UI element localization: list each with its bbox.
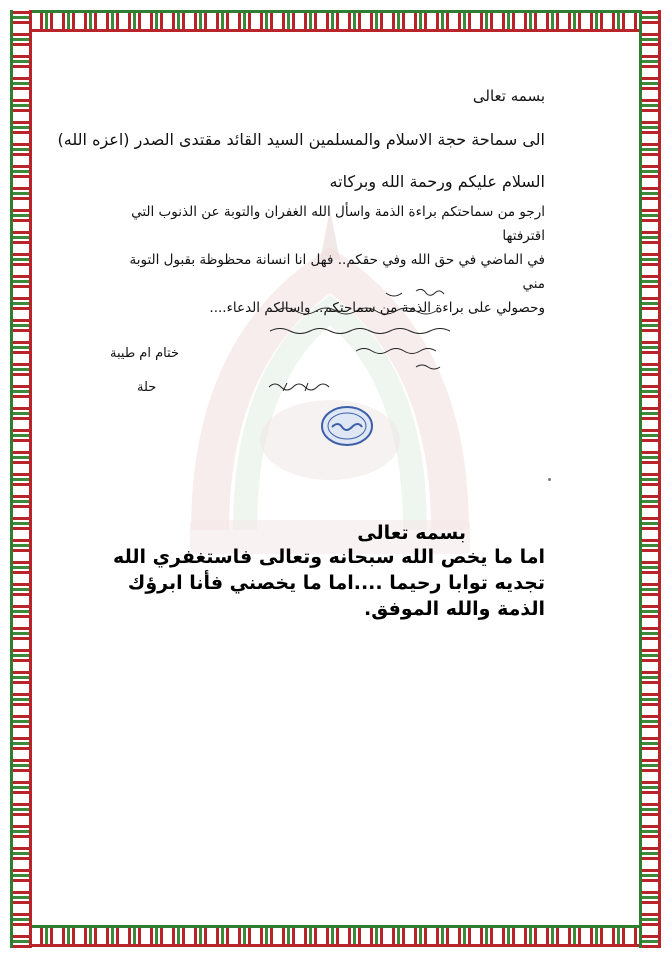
reply-basmala: بسمه تعالى <box>357 522 466 544</box>
letter-body-line: وحصولي على براءة الذمة من سماحتكم.. واسالكم الدعاء.... <box>209 300 545 316</box>
sender-name: ختام ام طيبة <box>110 346 180 361</box>
decorative-border-right <box>639 10 661 948</box>
reply-text <box>105 544 545 622</box>
letter-body-line: ارجو من سماحتكم براءة الذمة واسأل الله الغفران والتوبة عن الذنوب التي اقترفتها <box>131 204 545 244</box>
sender-city: حلة <box>137 380 157 395</box>
letter-basmala: بسمه تعالى <box>472 87 545 105</box>
reply-line: الذمة والله الموفق. <box>364 598 545 620</box>
letter-greeting: السلام عليكم ورحمة الله وبركاته <box>329 172 545 191</box>
letter-addressee: الى سماحة حجة الاسلام والمسلمين السيد القائد مقتدى الصدر (اعزه الله) <box>57 130 545 149</box>
letter-body-line: في الماضي في حق الله وفي حقكم.. فهل انا انسانة محظوظة بقبول التوبة مني <box>129 252 545 292</box>
decorative-border-bottom <box>18 925 653 947</box>
decorative-border-top <box>18 10 653 32</box>
speck <box>548 478 551 481</box>
handwritten-reply <box>266 285 466 375</box>
reply-line: تجديه توابا رحيما ....اما ما يخصني فأنا ابرؤك <box>127 572 545 594</box>
office-seal-icon <box>320 405 374 447</box>
reply-line: اما ما يخص الله سبحانه وتعالى فاستغفري الله <box>113 546 545 568</box>
decorative-border-left <box>10 10 32 948</box>
handwritten-date <box>265 375 335 397</box>
